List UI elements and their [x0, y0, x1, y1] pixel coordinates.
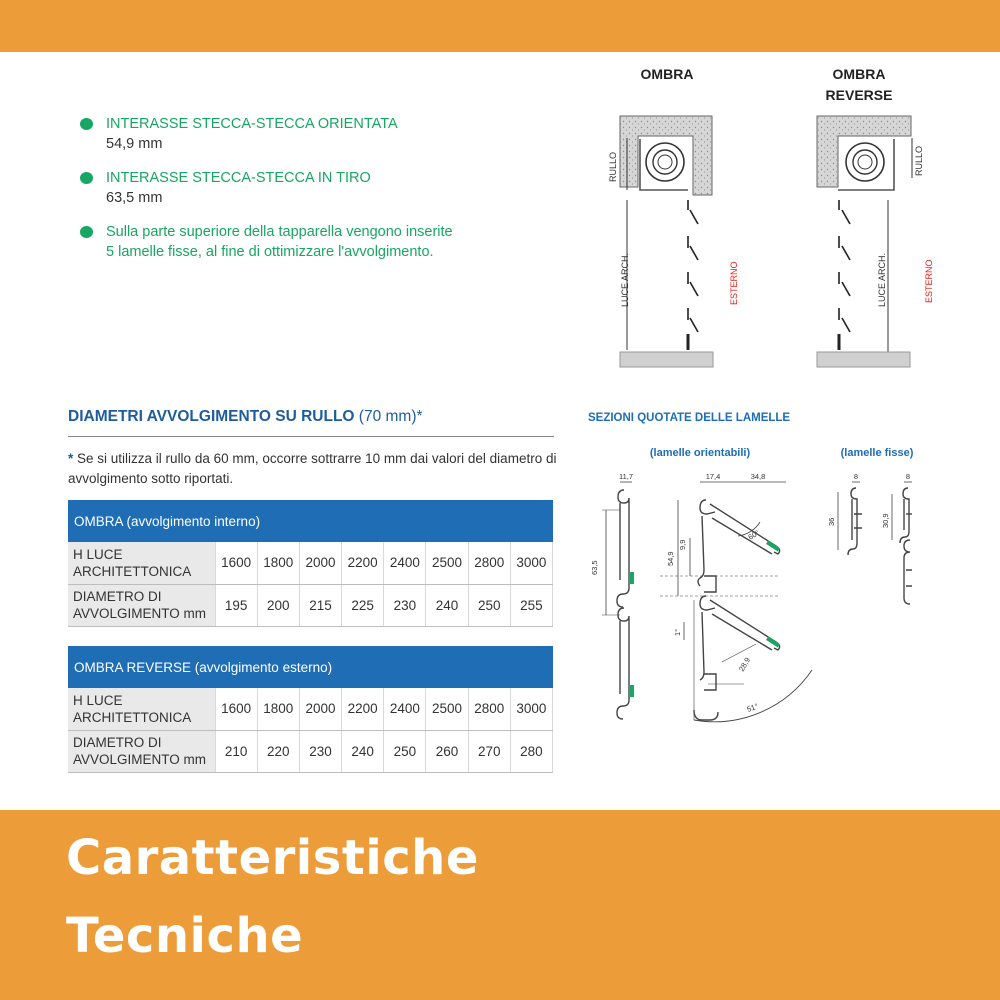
reverse-title-line1: OMBRA — [832, 66, 886, 82]
ombra-reverse-drawing — [817, 66, 934, 367]
shutter-drawings — [580, 60, 940, 380]
table-cell: 2500 — [426, 688, 468, 730]
table-row — [68, 730, 553, 772]
table-cell: 2200 — [342, 542, 384, 584]
table-row — [68, 688, 553, 730]
footnote-star: * — [68, 451, 74, 466]
bullet-title: INTERASSE STECCA-STECCA IN TIRO — [106, 170, 371, 186]
bullet-dot-icon — [80, 226, 93, 238]
dim-label: 11,7 — [618, 472, 634, 481]
fisse-label: (lamelle fisse) — [840, 447, 914, 459]
table-row — [68, 542, 553, 584]
slat-sections — [580, 400, 980, 740]
table-cell: 210 — [215, 730, 257, 772]
dim-label: 1° — [673, 628, 682, 636]
ombra-table — [68, 500, 553, 627]
dim-label: 8 — [905, 472, 911, 481]
table-cell: 230 — [384, 584, 426, 626]
table-cell: 1600 — [215, 542, 257, 584]
rullo-label: RULLO — [914, 145, 924, 176]
footer-title-line1: Caratteristiche — [66, 830, 479, 886]
row-label-line: DIAMETRO DI — [73, 589, 162, 604]
table-cell: 270 — [468, 730, 510, 772]
sezioni-title: SEZIONI QUOTATE DELLE LAMELLE — [588, 412, 791, 424]
table-cell: 250 — [384, 730, 426, 772]
table-cell: 2200 — [342, 688, 384, 730]
dim-label: 34,8 — [750, 472, 766, 481]
table-cell: 2800 — [468, 542, 510, 584]
divider — [68, 436, 554, 437]
bullet-value: 63,5 mm — [106, 190, 163, 206]
list-item — [80, 222, 460, 262]
row-label-line: AVVOLGIMENTO mm — [73, 752, 207, 767]
table-header-row — [68, 646, 553, 688]
row-label — [68, 730, 215, 772]
bullet-dot-icon — [80, 172, 93, 184]
dim-label: 28,9 — [736, 655, 753, 673]
row-label-line: ARCHITETTONICA — [73, 563, 192, 579]
luce-label: LUCE ARCH. — [877, 252, 887, 307]
dim-label: 51° — [745, 701, 760, 714]
table-cell: 1800 — [257, 688, 299, 730]
table-cell: 225 — [342, 584, 384, 626]
footnote — [68, 449, 558, 489]
table-header: OMBRA (avvolgimento interno) — [68, 500, 553, 542]
table-cell: 240 — [426, 584, 468, 626]
table-cell: 280 — [510, 730, 552, 772]
table-cell: 2000 — [299, 688, 341, 730]
row-label — [68, 542, 215, 584]
ombra-drawing — [608, 66, 739, 367]
luce-label: LUCE ARCH. — [620, 252, 630, 307]
rullo-label: RULLO — [608, 151, 618, 182]
table-cell: 230 — [299, 730, 341, 772]
row-label-line: H LUCE — [73, 546, 123, 562]
table-cell: 220 — [257, 730, 299, 772]
table-cell: 2400 — [384, 688, 426, 730]
table-header: OMBRA REVERSE (avvolgimento esterno) — [68, 646, 553, 688]
table-cell: 3000 — [510, 688, 552, 730]
dim-label: 17,4 — [705, 472, 721, 481]
dim-label: 60° — [746, 528, 761, 542]
list-item — [80, 168, 460, 208]
footnote-text: Se si utilizza il rullo da 60 mm, occorre sottrarre 10 mm dai valori del diametro di avvolgimento sotto riportati. — [68, 451, 557, 486]
top-banner — [0, 0, 1000, 52]
row-label-line: H LUCE — [73, 692, 123, 708]
diametri-title-text: DIAMETRI AVVOLGIMENTO SU RULLO — [68, 408, 355, 425]
bullet-title: INTERASSE STECCA-STECCA ORIENTATA — [106, 116, 398, 132]
slat-oriented — [660, 482, 812, 722]
list-item — [80, 114, 460, 154]
dim-label: 30,9 — [881, 513, 890, 528]
row-label-line: AVVOLGIMENTO mm — [73, 606, 207, 621]
feature-list — [80, 114, 460, 276]
table-cell: 2800 — [468, 688, 510, 730]
esterno-label: ESTERNO — [729, 261, 739, 305]
table-cell: 195 — [215, 584, 257, 626]
table-cell: 255 — [510, 584, 552, 626]
table-cell: 1800 — [257, 542, 299, 584]
table-cell: 1600 — [215, 688, 257, 730]
row-label-line: DIAMETRO DI — [73, 735, 162, 750]
table-cell: 260 — [426, 730, 468, 772]
ombra-title: OMBRA — [640, 66, 694, 82]
ombra-reverse-table — [68, 646, 553, 773]
esterno-label: ESTERNO — [924, 259, 934, 303]
slat-fixed — [838, 482, 912, 604]
table-header-row — [68, 500, 553, 542]
dim-label: 54,9 — [666, 551, 675, 566]
diametri-title — [68, 408, 423, 426]
table-cell: 3000 — [510, 542, 552, 584]
row-label-line: ARCHITETTONICA — [73, 709, 192, 725]
footer-title-line2: Tecniche — [66, 908, 304, 964]
dim-label: 9,9 — [678, 539, 687, 550]
table-cell: 240 — [342, 730, 384, 772]
dim-label: 8 — [853, 472, 859, 481]
diametri-title-suffix: (70 mm)* — [358, 408, 423, 425]
reverse-title-line2: REVERSE — [825, 87, 893, 103]
bullet-dot-icon — [80, 118, 93, 130]
table-row — [68, 584, 553, 626]
dim-label: 36 — [827, 517, 836, 526]
table-cell: 200 — [257, 584, 299, 626]
slat-straight — [602, 472, 634, 719]
orientabili-label: (lamelle orientabili) — [649, 447, 751, 459]
bullet-value: 54,9 mm — [106, 136, 163, 152]
row-label — [68, 688, 215, 730]
table-cell: 250 — [468, 584, 510, 626]
table-cell: 2000 — [299, 542, 341, 584]
table-cell: 215 — [299, 584, 341, 626]
table-cell: 2400 — [384, 542, 426, 584]
table-cell: 2500 — [426, 542, 468, 584]
row-label — [68, 584, 215, 626]
dim-label: 63,5 — [590, 560, 599, 575]
bullet-text: Sulla parte superiore della tapparella vengono inserite 5 lamelle fisse, al fine di ottimizzare l'avvolgimento. — [106, 224, 453, 260]
